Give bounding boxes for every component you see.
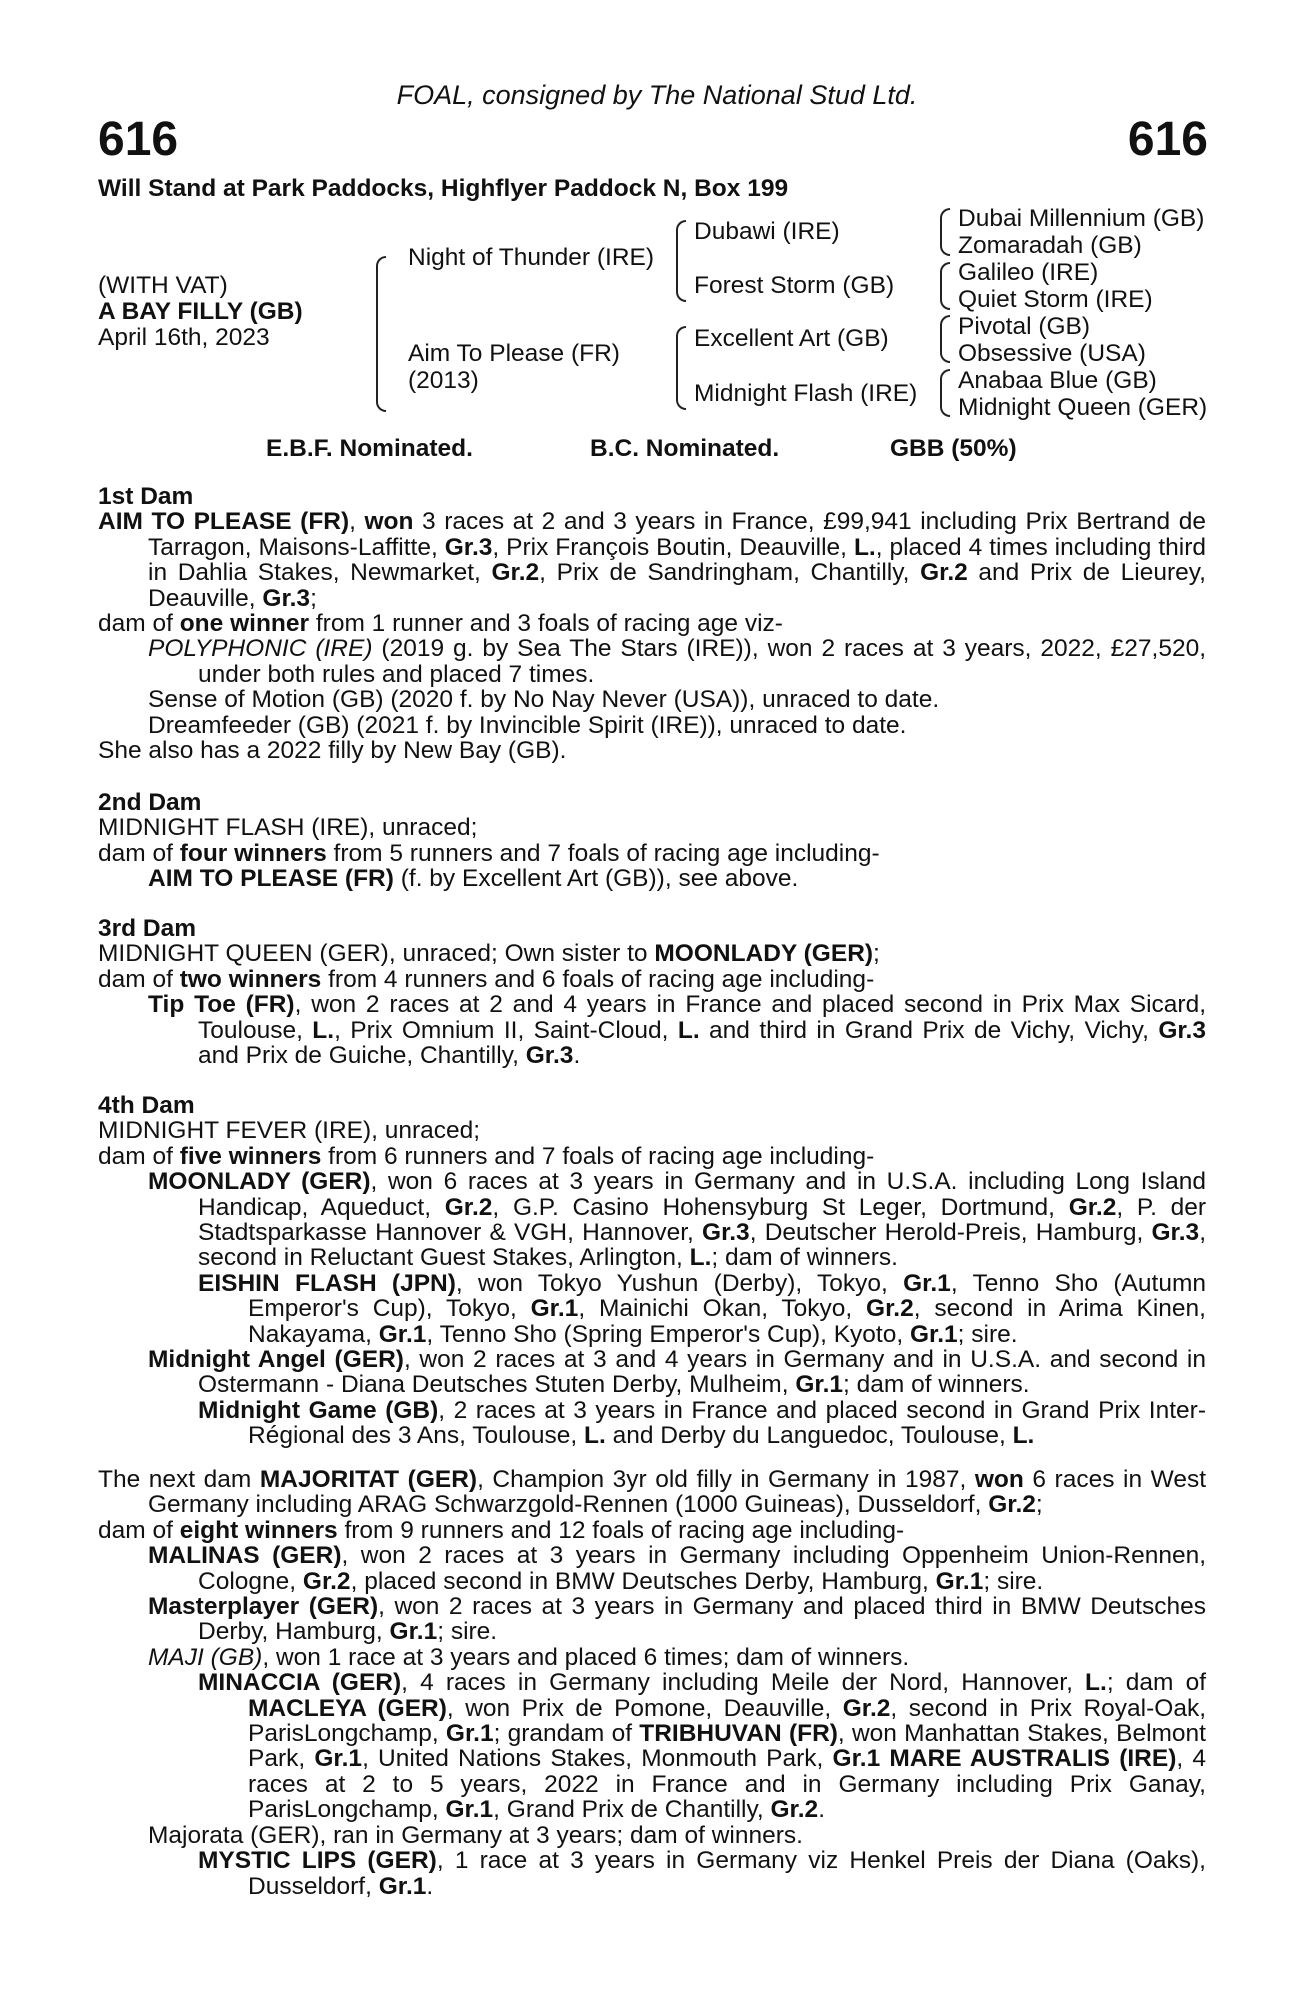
list-item: Dreamfeeder (GB) (2021 f. by Invincible Spirit (IRE)), unraced to date. xyxy=(148,711,907,739)
ped-sd: Forest Storm (GB) xyxy=(694,272,895,299)
first-dam-heading: 1st Dam xyxy=(98,483,194,510)
list-item: MINACCIA (GER), 4 races in Germany including Meile der Nord, Hannover, L.; dam of MACLEYA (GER), won Prix de Pomone, Deauville, Gr.2, second in Prix Royal-Oak, ParisLongchamp, Gr.1; grandam of TRIBHUVAN (FR), won Manhattan Stakes, Belmont Park, Gr.1, United Nations Stakes, Monmouth Park, Gr.1 MARE AUSTRALIS (IRE), 4 races at 2 to 5 years, 2022 in France and in Germany including Prix Ganay, ParisLongchamp, Gr.1, Grand Prix de Chantilly, Gr.2. xyxy=(198,1669,1207,1824)
third-dam-produce: dam of two winners from 4 runners and 6 foals of racing age including- xyxy=(98,965,875,993)
second-dam-produce: dam of four winners from 5 runners and 7 foals of racing age including- xyxy=(98,839,880,867)
fourth-dam-line: MIDNIGHT FEVER (IRE), unraced; xyxy=(98,1117,481,1145)
pedigree-brace-1 xyxy=(376,256,386,412)
ped-dds: Anabaa Blue (GB) xyxy=(958,367,1157,394)
second-dam-heading: 2nd Dam xyxy=(98,789,202,816)
pedigree-brace-3c xyxy=(940,315,950,363)
ped-sss: Dubai Millennium (GB) xyxy=(958,205,1205,232)
list-item: Majorata (GER), ran in Germany at 3 years; dam of winners. xyxy=(148,1821,803,1849)
pedigree-brace-3d xyxy=(940,369,950,417)
ped-ss: Dubawi (IRE) xyxy=(694,218,840,245)
ped-ssd: Zomaradah (GB) xyxy=(958,232,1142,259)
next-dam-section xyxy=(98,1467,1206,1899)
fourth-dam-produce: dam of five winners from 6 runners and 7 foals of racing age including- xyxy=(98,1142,875,1170)
vat-note: (WITH VAT) xyxy=(98,272,228,299)
list-item: AIM TO PLEASE (FR) (f. by Excellent Art (GB)), see above. xyxy=(148,865,799,893)
list-item: MAJI (GB), won 1 race at 3 years and placed 6 times; dam of winners. xyxy=(148,1643,910,1671)
pedigree-brace-2a xyxy=(676,220,686,302)
bc-nomination: B.C. Nominated. xyxy=(590,435,780,462)
first-dam-also: She also has a 2022 filly by New Bay (GB). xyxy=(98,737,567,765)
stand-location: Will Stand at Park Paddocks, Highflyer Paddock N, Box 199 xyxy=(98,175,789,202)
list-item: Midnight Game (GB), 2 races at 3 years in France and placed second in Grand Prix Inter-Régional des 3 Ans, Toulouse, L. and Derby du Languedoc, Toulouse, L. xyxy=(198,1396,1206,1450)
lot-number-right: 616 xyxy=(1127,113,1208,166)
ped-ddd: Midnight Queen (GER) xyxy=(958,394,1208,421)
ped-sds: Galileo (IRE) xyxy=(958,259,1099,286)
next-dam-produce: dam of eight winners from 9 runners and 12 foals of racing age including- xyxy=(98,1516,905,1544)
list-item: Tip Toe (FR), won 2 races at 2 and 4 years in France and placed second in Prix Max Sicard, Toulouse, L., Prix Omnium II, Saint-Cloud, L. and third in Grand Prix de Vichy, Vichy, Gr.3 and Prix de Guiche, Chantilly, Gr.3. xyxy=(148,991,1206,1070)
pedigree-brace-2b xyxy=(676,326,686,410)
pedigree-brace-3a xyxy=(940,208,950,256)
pedigree-brace-3b xyxy=(940,262,950,310)
list-item: Midnight Angel (GER), won 2 races at 3 and 4 years in Germany and in U.S.A. and second in Ostermann - Diana Deutsches Stuten Derby, Mulheim, Gr.1; dam of winners. xyxy=(148,1346,1206,1399)
first-dam-section xyxy=(98,484,1206,763)
list-item: Sense of Motion (GB) (2020 f. by No Nay Never (USA)), unraced to date. xyxy=(148,686,940,714)
ped-sire: Night of Thunder (IRE) xyxy=(408,244,655,271)
ped-dd: Midnight Flash (IRE) xyxy=(694,380,918,407)
fourth-dam-section xyxy=(98,1093,1206,1449)
first-dam-produce: dam of one winner from 1 runner and 3 foals of racing age viz- xyxy=(98,610,783,638)
next-dam-record: The next dam MAJORITAT (GER), Champion 3yr old filly in Germany in 1987, won 6 races in West Germany including ARAG Schwarzgold-Rennen (1000 Guineas), Dusseldorf, Gr.2; xyxy=(98,1466,1206,1519)
list-item: EISHIN FLASH (JPN), won Tokyo Yushun (Derby), Tokyo, Gr.1, Tenno Sho (Autumn Emperor's Cup), Tokyo, Gr.1, Mainichi Okan, Tokyo, Gr.2, second in Arima Kinen, Nakayama, Gr.1, Tenno Sho (Spring Emperor's Cup), Kyoto, Gr.1; sire. xyxy=(198,1269,1206,1348)
ebf-nomination: E.B.F. Nominated. xyxy=(266,435,473,462)
first-dam-name: AIM TO PLEASE (FR) xyxy=(98,508,350,536)
list-item: MALINAS (GER), won 2 races at 3 years in Germany including Oppenheim Union-Rennen, Cologne, Gr.2, placed second in BMW Deutsches Derby, Hamburg, Gr.1; sire. xyxy=(148,1542,1207,1595)
ped-dam: Aim To Please (FR) xyxy=(408,340,620,367)
ped-dss: Pivotal (GB) xyxy=(958,313,1091,340)
consignor-line: FOAL, consigned by The National Stud Ltd. xyxy=(396,80,918,110)
list-item: MOONLADY (GER), won 6 races at 3 years in Germany and in U.S.A. including Long Island Handicap, Aqueduct, Gr.2, G.P. Casino Hohensyburg St Leger, Dortmund, Gr.2, P. der Stadtsparkasse Hannover & VGH, Hannover, Gr.3, Deutscher Herold-Preis, Hamburg, Gr.3, second in Reluctant Guest Stakes, Arlington, L.; dam of winners. xyxy=(148,1168,1207,1272)
first-dam-record: AIM TO PLEASE (FR), won 3 races at 2 and 3 years in France, £99,941 including Prix Bertrand de Tarragon, Maisons-Laffitte, Gr.3, Prix François Boutin, Deauville, L., placed 4 times including third in Dahlia Stakes, Newmarket, Gr.2, Prix de Sandringham, Chantilly, Gr.2 and Prix de Lieurey, Deauville, Gr.3; xyxy=(98,508,1206,612)
third-dam-section xyxy=(98,916,1206,1068)
won-label: won xyxy=(364,508,414,536)
third-dam-heading: 3rd Dam xyxy=(98,915,197,942)
ped-ds: Excellent Art (GB) xyxy=(694,325,889,352)
ped-sdd: Quiet Storm (IRE) xyxy=(958,286,1153,313)
horse-dob: April 16th, 2023 xyxy=(98,324,270,351)
second-dam-section xyxy=(98,790,1206,892)
lot-number-left: 616 xyxy=(98,113,179,166)
fourth-dam-heading: 4th Dam xyxy=(98,1092,195,1119)
ped-dam-year: (2013) xyxy=(408,367,479,394)
third-dam-line: MIDNIGHT QUEEN (GER), unraced; Own sister to MOONLADY (GER); xyxy=(98,940,880,968)
list-item: POLYPHONIC (IRE) (2019 g. by Sea The Stars (IRE)), won 2 races at 3 years, 2022, £27,520, under both rules and placed 7 times. xyxy=(148,635,1206,688)
list-item: Masterplayer (GER), won 2 races at 3 years in Germany and placed third in BMW Deutsches Derby, Hamburg, Gr.1; sire. xyxy=(148,1593,1206,1646)
second-dam-line: MIDNIGHT FLASH (IRE), unraced; xyxy=(98,814,478,842)
ped-dsd: Obsessive (USA) xyxy=(958,340,1146,367)
list-item: MYSTIC LIPS (GER), 1 race at 3 years in Germany viz Henkel Preis der Diana (Oaks), Dusseldorf, Gr.1. xyxy=(198,1847,1206,1900)
horse-name: A BAY FILLY (GB) xyxy=(98,298,303,325)
gbb-note: GBB (50%) xyxy=(890,435,1017,462)
